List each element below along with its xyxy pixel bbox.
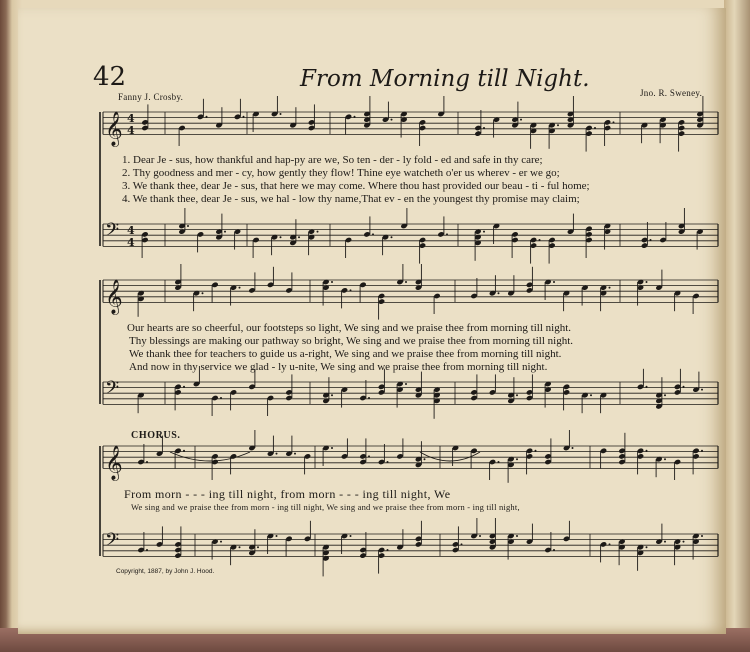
dot [609,543,611,545]
dot [350,535,352,537]
dot [701,389,703,391]
dot [239,546,241,548]
bass-clef-icon: 𝄢 [105,220,120,245]
dot [483,231,485,233]
dot [483,127,485,129]
dot [257,546,259,548]
dot [646,546,648,548]
verse-2-line-a: 2. Thy goodness and mer - cy, how gently they flow! Thine eye watcheth o'er us wherev - er we go; [122,167,560,179]
dot [220,397,222,399]
dot [461,543,463,545]
dot [594,127,596,129]
dot [280,113,282,115]
dot [572,447,574,449]
treble-clef-icon: 𝄞 [105,279,123,315]
dot [183,386,185,388]
dot [557,124,559,126]
dot [331,281,333,283]
time-signature-top: 4 [127,224,135,237]
chorus-lyric-line-2: We sing and we praise thee from morn - ing till night, We sing and we praise thee from morn - ing till night, [131,502,520,512]
dot [701,535,703,537]
dot [387,549,389,551]
dot [613,121,615,123]
dot [553,549,555,551]
dot [350,289,352,291]
dot [498,461,500,463]
dot [183,450,185,452]
dot [646,281,648,283]
dot [372,233,374,235]
dot [280,236,282,238]
dot [683,386,685,388]
dot [243,116,245,118]
bass-clef-icon: 𝄢 [105,378,120,403]
dot [539,239,541,241]
dot [701,450,703,452]
verse-1-line-b: Our hearts are so cheerful, our footsteps so light, We sing and we praise thee from morning till night. [127,322,572,334]
verse-2-line-b: Thy blessings are making our pathway so bright, We sing and we praise thee from morning till night. [129,335,574,347]
dot [664,394,666,396]
dot [202,292,204,294]
dot [424,458,426,460]
treble-clef-icon: 𝄞 [105,111,123,147]
chorus-lyric-line-1: From morn - - - ing till night, from morn - - - ing till night, We [124,487,451,501]
dot [650,239,652,241]
dot [405,281,407,283]
dot [590,394,592,396]
time-signature-bottom: 4 [127,124,135,137]
dot [354,116,356,118]
dot [187,225,189,227]
dot [646,386,648,388]
chorus-label: CHORUS. [131,430,181,441]
verse-3-line-a: 3. We thank thee, dear Je - sus, that here we may come. Where thou hast provided our beau - ti - ful home; [122,180,590,192]
dot [516,535,518,537]
verse-3-line-b: We thank thee for teachers to guide us a-right, We sing and we praise thee from morning till night. [129,348,562,360]
dot [516,458,518,460]
copyright-notice: Copyright, 1887, by John J. Hood. [116,568,215,575]
dot [405,383,407,385]
composer-credit: Jno. R. Sweney. [640,88,703,98]
dot [646,450,648,452]
dot [553,281,555,283]
dot [276,453,278,455]
dot [535,450,537,452]
tie-slur [170,452,250,461]
dot [520,119,522,121]
dot [391,236,393,238]
page-number: 42 [93,62,127,92]
time-signature-bottom: 4 [127,236,135,249]
dot [294,453,296,455]
dot [368,397,370,399]
dot [387,461,389,463]
dot [146,549,148,551]
dot [391,119,393,121]
dot [317,231,319,233]
dot [368,455,370,457]
dot [498,292,500,294]
dot [146,461,148,463]
treble-clef-icon: 𝄞 [105,445,123,481]
dot [446,233,448,235]
time-signature-top: 4 [127,112,135,125]
dot [664,541,666,543]
hymn-title: From Morning till Night. [300,66,590,92]
dot [479,535,481,537]
dot [276,535,278,537]
dot [331,394,333,396]
poet-credit: Fanny J. Crosby. [118,92,184,102]
verse-1-line-a: 1. Dear Je - sus, how thankful and hap-py are we, So ten - der - ly fold - ed and safe in thy care; [122,154,543,166]
dot [224,231,226,233]
dot [298,236,300,238]
dot [664,458,666,460]
dot [331,447,333,449]
bass-clef-icon: 𝄢 [105,530,120,555]
dot [609,287,611,289]
verse-4-line-b: And now in thy service we glad - ly u-nite, We sing and we praise thee from morning till night. [129,361,548,373]
dot [206,116,208,118]
verse-4-line-a: 4. We thank thee, dear Je - sus, we hal - low thy name,That ev - en the youngest thy promise may claim; [122,193,580,205]
dot [220,541,222,543]
dot [683,541,685,543]
dot [239,287,241,289]
dot [516,394,518,396]
